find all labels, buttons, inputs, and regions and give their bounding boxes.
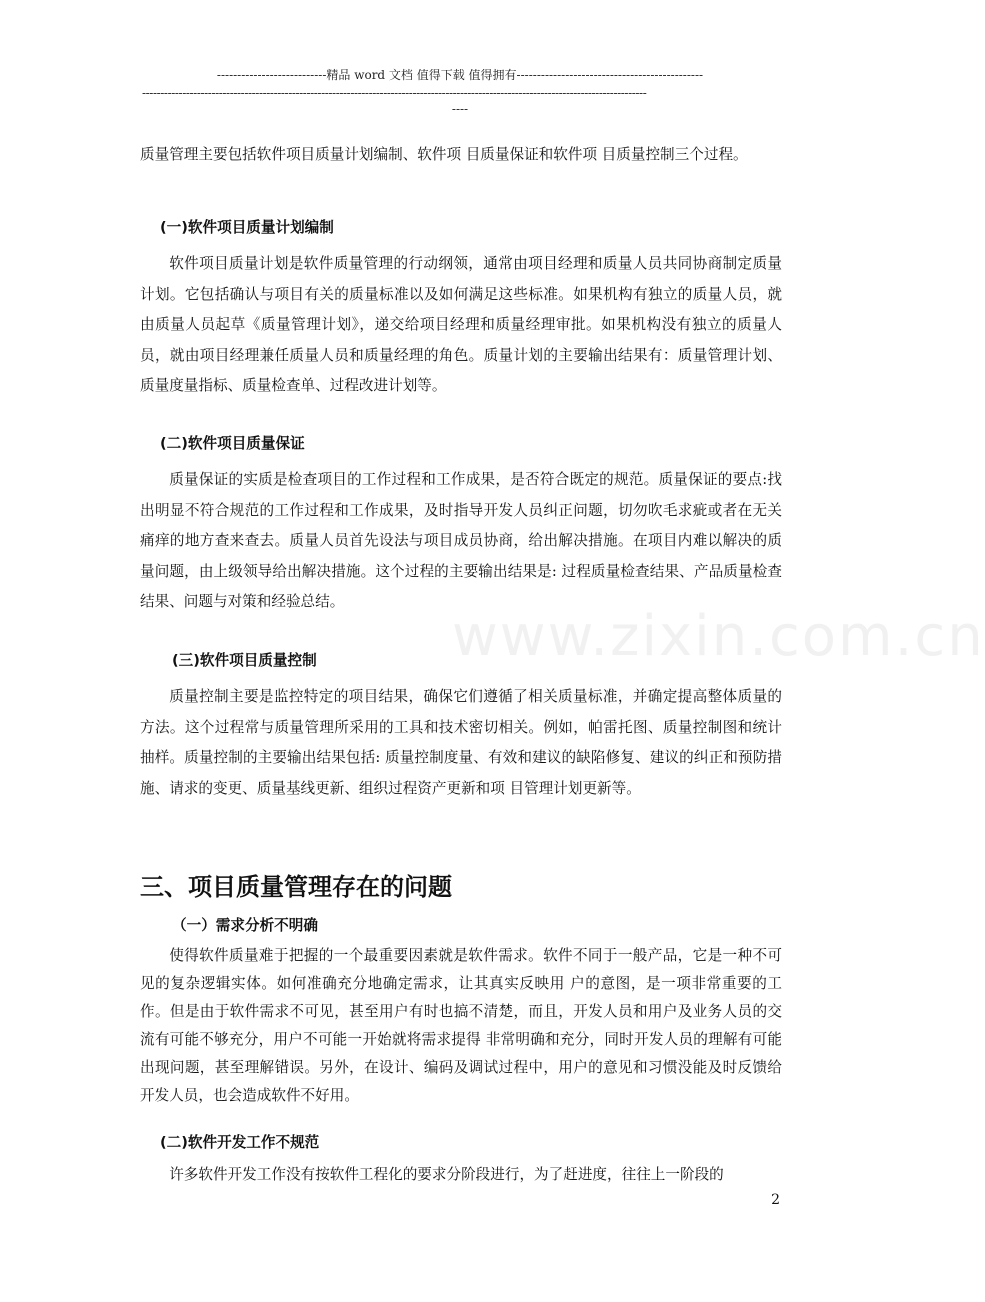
- section-3-text: 质量控制主要是监控特定的项目结果，确保它们遵循了相关质量标准，并确定提高整体质量的方法。这个过程常与质量管理所采用的工具和技术密切相关。例如，帕雷托图、质量控制图和统计抽样。质量控制的主要输出结果包括: 质量控制度量、有效和建议的缺陷修复、建议的纠正和预防措施、请求的变更、质量基线更新、组织过程资产更新和项 目管理计划更新等。: [140, 688, 782, 797]
- section-2-text: 质量保证的实质是检查项目的工作过程和工作成果，是否符合既定的规范。质量保证的要点:找出明显不符合规范的工作过程和工作成果，及时指导开发人员纠正问题，切勿吹毛求疵或者在无关痛痒的地方查来查去。质量人员首先设法与项目成员协商，给出解决措施。在项目内难以解决的质量问题，由上级领导给出解决措施。这个过程的主要输出结果是: 过程质量检查结果、产品质量检查结果、问题与对策和经验总结。: [140, 471, 782, 610]
- section-1-title: (一)软件项目质量计划编制: [160, 219, 334, 236]
- page-number: 2: [771, 1192, 780, 1208]
- intro-text: 质量管理主要包括软件项目质量计划编制、软件项 目质量保证和软件项 目质量控制三个过程。: [140, 146, 748, 163]
- intro-paragraph: [140, 140, 782, 171]
- section-1-text: 软件项目质量计划是软件质量管理的行动纲领，通常由项目经理和质量人员共同协商制定质量计划。它包括确认与项目有关的质量标准以及如何满足这些标准。如果机构有独立的质量人员，就由质量人员起草《质量管理计划》，递交给项目经理和质量经理审批。如果机构没有独立的质量人员，就由项目经理兼任质量人员和质量经理的角色。质量计划的主要输出结果有：质量管理计划、质量度量指标、质量检查单、过程改进计划等。: [140, 255, 782, 394]
- section-4-title: （一）需求分析不明确: [172, 917, 318, 934]
- header-line-1: ---------------------------精品 word 文档 值得下载 值得拥有----------------------------------------------: [216, 68, 704, 82]
- chapter-title: 三、项目质量管理存在的问题: [140, 873, 452, 901]
- section-5-text: 许多软件开发工作没有按软件工程化的要求分阶段进行，为了赶进度，往往上一阶段的: [169, 1166, 724, 1183]
- section-4-body: [140, 942, 782, 1110]
- section-3-body: [140, 682, 782, 804]
- section-5-title: (二)软件开发工作不规范: [160, 1134, 320, 1151]
- section-1-body: [140, 249, 782, 402]
- watermark: www.zixin.com.cn: [452, 604, 985, 669]
- section-2-body: [140, 465, 782, 618]
- header-line-3: ----: [451, 102, 469, 116]
- section-4-text: 使得软件质量难于把握的一个最重要因素就是软件需求。软件不同于一般产品，它是一种不可见的复杂逻辑实体。如何准确充分地确定需求，让其真实反映用 户的意图，是一项非常重要的工作。但是由于软件需求不可见，甚至用户有时也搞不清楚，而且，开发人员和用户及业务人员的交流有可能不够充分，用户不可能一开始就将需求提得 非常明确和充分，同时开发人员的理解有可能出现问题，甚至理解错误。另外，在设计、编码及调试过程中，用户的意见和习惯没能及时反馈给开发人员，也会造成软件不好用。: [140, 947, 782, 1104]
- header-line-2: ------------------------------------------------------------------------------------------------------------------------------------------: [142, 86, 647, 100]
- section-2-title: (二)软件项目质量保证: [160, 435, 305, 452]
- section-3-title: (三)软件项目质量控制: [172, 652, 317, 669]
- section-5-body: [140, 1161, 782, 1189]
